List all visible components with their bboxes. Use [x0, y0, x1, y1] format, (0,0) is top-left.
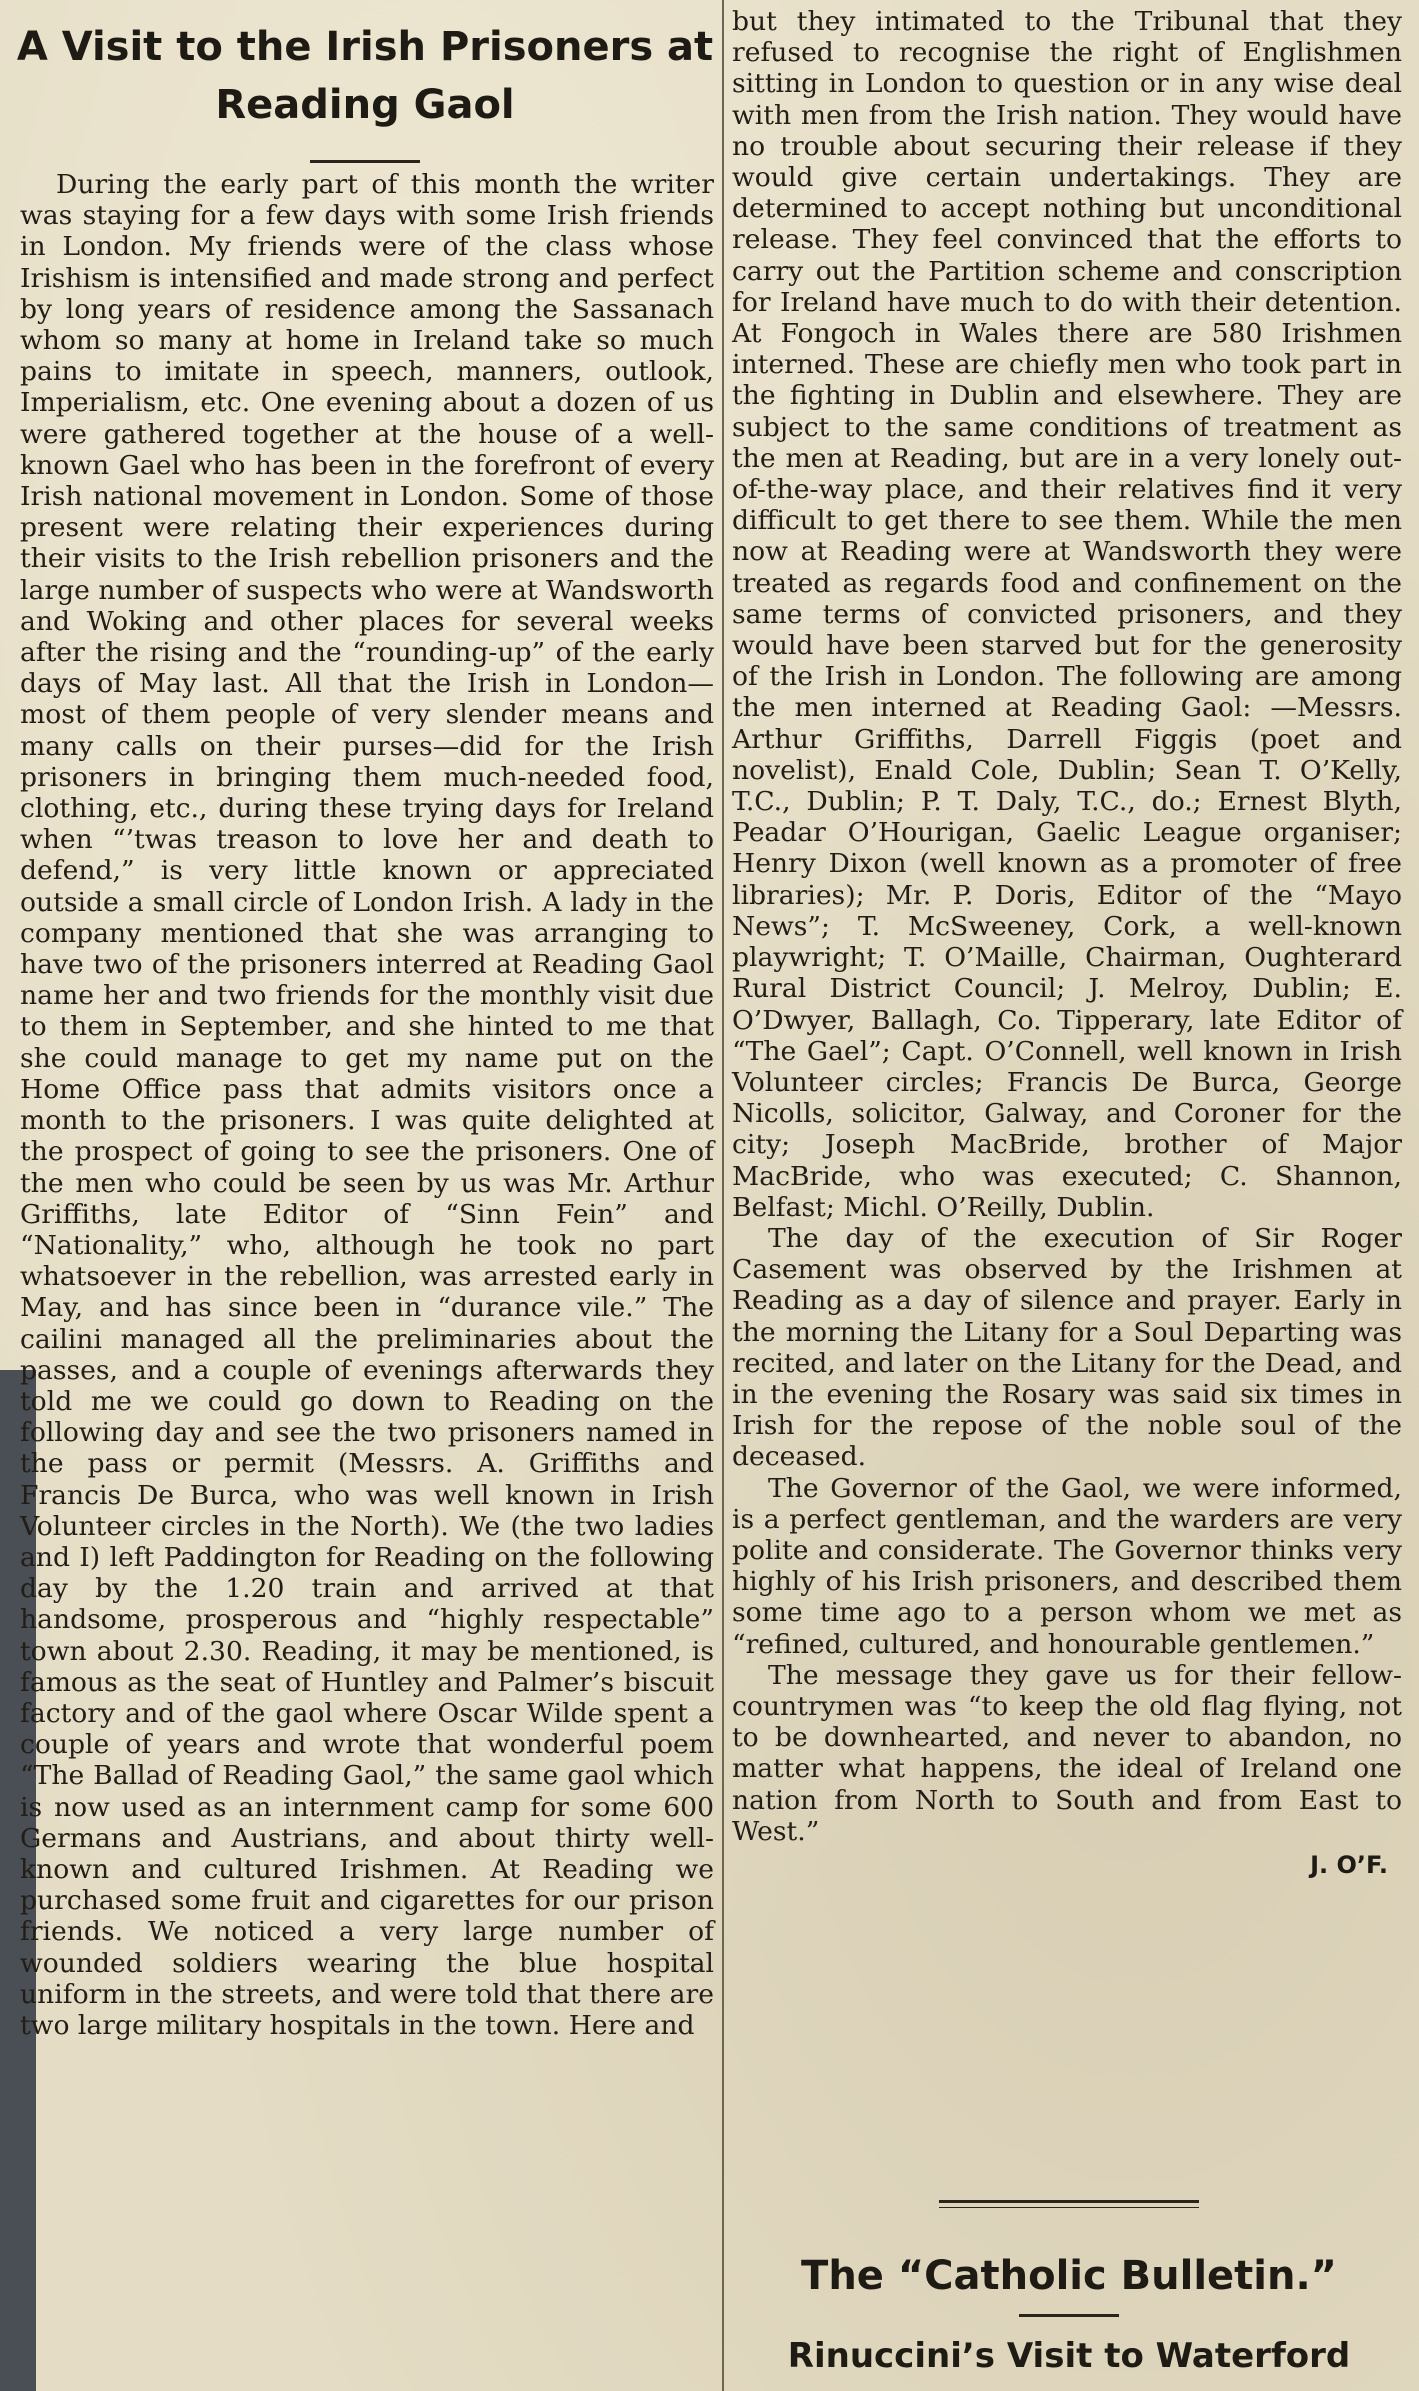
next-article-subtitle: Rinuccini’s Visit to Waterford [787, 2336, 1351, 2376]
section-rule [939, 2200, 1199, 2208]
article-byline: J. O’F. [1310, 1850, 1388, 1879]
paragraph: but they intimated to the Tribunal that they refused to recognise the right of Englishmen sitting in London to question or in any wise deal with men from the Irish nation. They would have no trouble about securing their release if they would give certain undertakings. They are determined to accept nothing but unconditional release. They feel convinced that the efforts to carry out the Partition scheme and conscription for Ireland have much to do with their detention. At Fongoch in Wales there are 580 Irishmen interned. These are chiefly men who took part in the fighting in Dublin and elsewhere. They are subject to the same conditions of treatment as the men at Reading, but are in a very lonely out-of-the-way place, and their relatives find it very difficult to get there to see them. While the men now at Reading were at Wandsworth they were treated as regards food and confinement on the same terms of convicted prisoners, and they would have been starved but for the generosity of the Irish in London. The following are among the men interned at Reading Gaol: —Messrs. Arthur Griffiths, Darrell Figgis (poet and novelist), Enald Cole, Dublin; Sean T. O’Kelly, T.C., Dublin; P. T. Daly, T.C., do.; Ernest Blyth, Peadar O’Hourigan, Gaelic League organiser; Henry Dixon (well known as a promoter of free libraries); Mr. P. Doris, Editor of the “Mayo News”; T. McSweeney, Cork, a well-known playwright; T. O’Maille, Chairman, Oughterard Rural District Council; J. Melroy, Dublin; E. O’Dwyer, Ballagh, Co. Tipperary, late Editor of “The Gael”; Capt. O’Connell, well known in Irish Volunteer circles; Francis De Burca, George Nicolls, solicitor, Galway, and Coroner for the city; Joseph MacBride, brother of Major MacBride, who was executed; C. Shannon, Belfast; Michl. O’Reilly, Dublin. [732, 6, 1402, 1223]
left-column [12, 0, 718, 2041]
headline-rule [310, 160, 420, 163]
paragraph: During the early part of this month the writer was staying for a few days with some Irish friends in London. My friends were of the class whose Irishism is intensified and made strong and perfect by long years of residence among the Sassanach whom so many at home in Ireland take so much pains to imitate in speech, manners, outlook, Imperialism, etc. One evening about a dozen of us were gathered together at the house of a well-known Gael who has been in the forefront of every Irish national movement in London. Some of those present were relating their experiences during their visits to the Irish rebellion prisoners and the large number of suspects who were at Wandsworth and Woking and other places for several weeks after the rising and the “rounding-up” of the early days of May last. All that the Irish in London—most of them people of very slender means and many calls on their purses—did for the Irish prisoners in bringing them much-needed food, clothing, etc., during these trying days for Ireland when “’twas treason to love her and death to defend,” is very little known or appreciated outside a small circle of London Irish. A lady in the company mentioned that she was arranging to have two of the prisoners interred at Reading Gaol name her and two friends for the monthly visit due to them in September, and she hinted to me that she could manage to get my name put on the Home Office pass that admits visitors once a month to the prisoners. I was quite delighted at the prospect of going to see the prisoners. One of the men who could be seen by us was Mr. Arthur Griffiths, late Editor of “Sinn Fein” and “Nationality,” who, although he took no part whatsoever in the rebellion, was arrested early in May, and has since been in “durance vile.” The cailini managed all the preliminaries about the passes, and a couple of evenings afterwards they told me we could go down to Reading on the following day and see the two prisoners named in the pass or permit (Messrs. A. Griffiths and Francis De Burca, who was well known in Irish Volunteer circles in the North). We (the two ladies and I) left Paddington for Reading on the following day by the 1.20 train and arrived at that handsome, prosperous and “highly respectable” town about 2.30. Reading, it may be mentioned, is famous as the seat of Huntley and Palmer’s biscuit factory and of the gaol where Oscar Wilde spent a couple of years and wrote that wonderful poem “The Ballad of Reading Gaol,” the same gaol which is now used as an internment camp for some 600 Germans and Austrians, and about thirty well-known and cultured Irishmen. At Reading we purchased some fruit and cigarettes for our prison friends. We noticed a very large number of wounded soldiers wearing the blue hospital uniform in the streets, and were told that there are two large military hospitals in the town. Here and [20, 169, 714, 2041]
paragraph: The message they gave us for their fellow-countrymen was “to keep the old flag flying, not to be downhearted, and never to abandon, no matter what happens, the ideal of Ireland one nation from North to South and from East to West.” [732, 1659, 1402, 1847]
paragraph: The day of the execution of Sir Roger Casement was observed by the Irishmen at Reading as a day of silence and prayer. Early in the morning the Litany for a Soul Departing was recited, and later on the Litany for the Dead, and in the evening the Rosary was said six times in Irish for the repose of the noble soul of the deceased. [732, 1222, 1402, 1473]
next-article-title: The “Catholic Bulletin.” [801, 2253, 1337, 2299]
right-column-text [730, 0, 1408, 1847]
left-column-text [12, 169, 718, 2041]
right-column [730, 0, 1408, 1879]
next-article-header [730, 2200, 1408, 2379]
article-headline: A Visit to the Irish Prisoners at Reading Gaol [16, 24, 714, 128]
paragraph: The Governor of the Gaol, we were informed, is a perfect gentleman, and the warders are very polite and considerate. The Governor thinks very highly of his Irish prisoners, and described them some time ago to a person whom we met as “refined, cultured, and honourable gentlemen.” [732, 1472, 1402, 1660]
column-divider [722, 0, 724, 2391]
title-rule [1019, 2314, 1119, 2317]
